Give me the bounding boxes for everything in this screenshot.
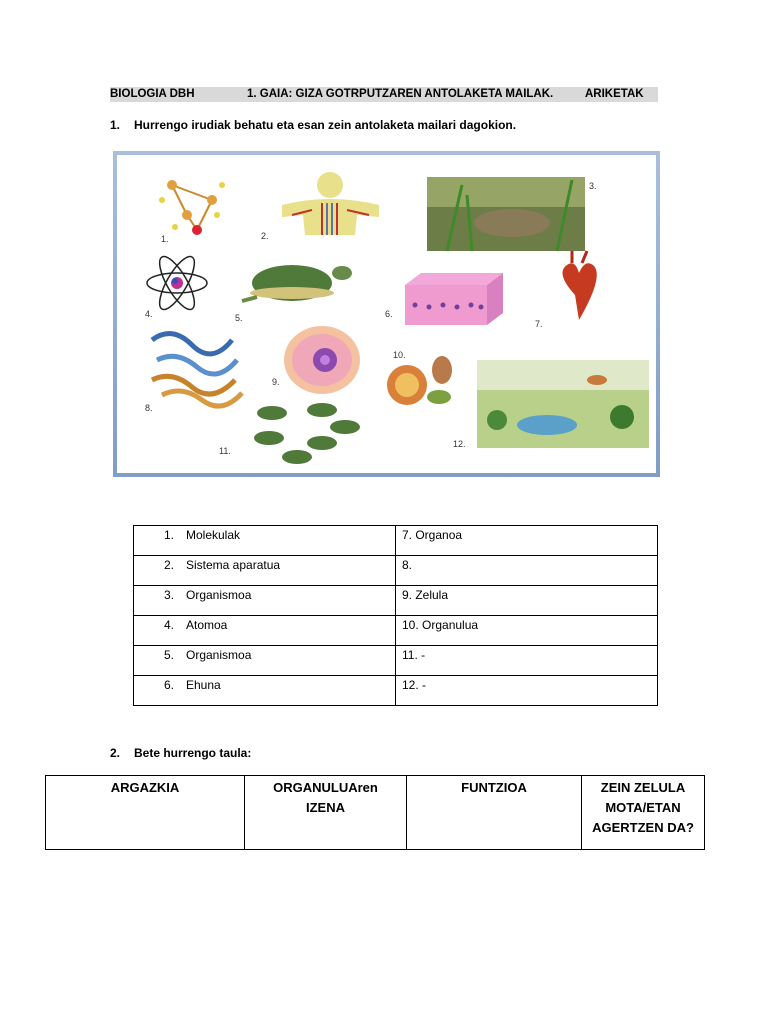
answer-cell: Atomoa	[186, 618, 228, 632]
figure-illustrations	[117, 155, 656, 473]
turtle-population-image	[254, 403, 360, 464]
table-row: 4. Atomoa 10. Organulua	[134, 616, 658, 646]
figure-label-4: 4.	[145, 309, 153, 319]
table-row: 5. Organismoa 11. -	[134, 646, 658, 676]
answer-cell: Molekulak	[186, 528, 241, 542]
figure-label-2: 2.	[261, 231, 269, 241]
answer-cell: 7. Organoa	[396, 526, 658, 556]
cell-image	[284, 326, 360, 394]
question-1-title	[110, 118, 516, 132]
course-label: BIOLOGIA DBH	[110, 88, 195, 100]
table-row: 3. Organismoa 9. Zelula	[134, 586, 658, 616]
ecosystem-image	[477, 360, 649, 448]
section-label: ARIKETAK	[585, 88, 644, 100]
circulatory-system-image	[282, 172, 379, 235]
turtle-image	[242, 265, 352, 301]
answer-cell: 8.	[396, 556, 658, 586]
answer-cell: 12. -	[396, 676, 658, 706]
unit-title: 1. GAIA: GIZA GOTRPUTZAREN ANTOLAKETA MAILAK.	[247, 88, 554, 100]
answer-cell: Organismoa	[186, 648, 252, 662]
table-row: 1. Molekulak 7. Organoa	[134, 526, 658, 556]
figure-label-3: 3.	[589, 181, 597, 191]
figure-label-9: 9.	[272, 377, 280, 387]
organelle-image	[387, 356, 452, 405]
question-2-text: Bete hurrengo taula:	[134, 746, 252, 760]
table-header-row	[46, 776, 705, 850]
figure-label-5: 5.	[235, 313, 243, 323]
figure-label-8: 8.	[145, 403, 153, 413]
column-header-organelle-name: ORGANULUAren IZENA	[245, 776, 407, 850]
answers-table	[133, 525, 658, 706]
figure-label-10: 10.	[393, 350, 406, 360]
column-header-function: FUNTZIOA	[407, 776, 582, 850]
question-2-number: 2.	[110, 746, 121, 760]
figure-label-12: 12.	[453, 439, 466, 449]
figure-label-1: 1.	[161, 234, 169, 244]
question-1-number: 1.	[110, 118, 121, 132]
table-row: 6. Ehuna 12. -	[134, 676, 658, 706]
tissue-image	[405, 273, 503, 325]
table-row: 2. Sistema aparatua 8.	[134, 556, 658, 586]
figure-label-6: 6.	[385, 309, 393, 319]
atom-image	[147, 252, 207, 314]
answer-cell: Sistema aparatua	[186, 558, 281, 572]
organization-levels-figure	[113, 151, 660, 477]
turtle-in-grass-photo	[427, 177, 585, 251]
answer-cell: 11. -	[396, 646, 658, 676]
answer-cell: 9. Zelula	[396, 586, 658, 616]
protein-image	[152, 334, 242, 407]
molecule-image	[159, 180, 225, 235]
document-header	[110, 87, 658, 102]
answer-cell: 10. Organulua	[396, 616, 658, 646]
organelle-table	[45, 775, 705, 850]
figure-label-7: 7.	[535, 319, 543, 329]
heart-image	[563, 251, 597, 320]
answer-cell: Ehuna	[186, 678, 221, 692]
column-header-photo: ARGAZKIA	[46, 776, 245, 850]
question-2-title	[110, 746, 251, 760]
column-header-cell-type: ZEIN ZELULA MOTA/ETAN AGERTZEN DA?	[582, 776, 705, 850]
answer-cell: Organismoa	[186, 588, 252, 602]
figure-label-11: 11.	[219, 446, 231, 456]
question-1-text: Hurrengo irudiak behatu eta esan zein antolaketa mailari dagokion.	[134, 118, 517, 132]
